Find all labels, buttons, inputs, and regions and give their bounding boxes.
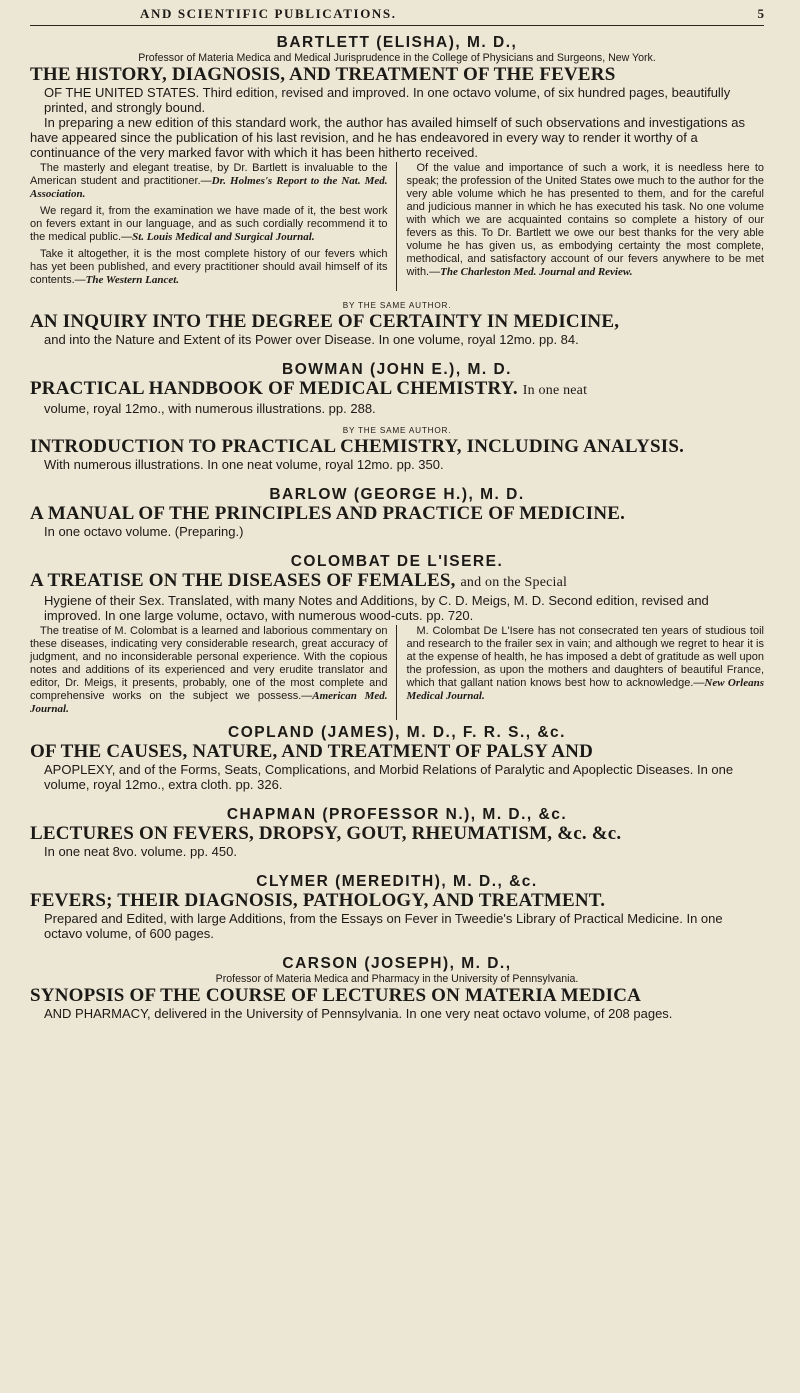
entry-carson — [30, 955, 764, 1021]
book-description: Prepared and Edited, with large Additions, from the Essays on Fever in Tweedie's Library of Practical Medicine. In one octavo volume, of 600 pages. — [44, 911, 723, 941]
book-title: FEVERS; THEIR DIAGNOSIS, PATHOLOGY, AND TREATMENT. — [30, 890, 606, 911]
book-title: INTRODUCTION TO PRACTICAL CHEMISTRY, INCLUDING ANALYSIS. — [30, 436, 685, 457]
running-head-title: AND SCIENTIFIC PUBLICATIONS. — [140, 6, 397, 21]
book-title: A TREATISE ON THE DISEASES OF FEMALES, and on the Special — [30, 570, 568, 591]
book-description: AND PHARMACY, delivered in the University of Pennsylvania. In one very neat octavo volume, of 208 pages. — [44, 1006, 673, 1021]
entry-barlow — [30, 486, 764, 539]
review-quote: We regard it, from the examination we have made of it, the best work on fevers extant in our language, and as such cordially recommend it to the medical public.—St. Louis Medical and Surgical Journal. — [30, 205, 388, 243]
book-title: LECTURES ON FEVERS, DROPSY, GOUT, RHEUMATISM, &c. &c. — [30, 823, 622, 844]
book-description: and into the Nature and Extent of its Power over Disease. In one volume, royal 12mo. pp. 84. — [44, 332, 579, 347]
book-description: With numerous illustrations. In one neat volume, royal 12mo. pp. 350. — [44, 457, 444, 472]
entry-copland — [30, 724, 764, 792]
book-title: SYNOPSIS OF THE COURSE OF LECTURES ON MATERIA MEDICA — [30, 985, 642, 1006]
book-description: In one octavo volume. (Preparing.) — [44, 524, 244, 539]
author-heading: BARTLETT (ELISHA), M. D., — [276, 34, 518, 51]
author-heading: CARSON (JOSEPH), M. D., — [282, 955, 512, 972]
book-description: APOPLEXY, and of the Forms, Seats, Complications, and Morbid Relations of Paralytic and Apoplectic Diseases. In one volume, royal 12mo., extra cloth. pp. 326. — [44, 762, 734, 792]
reviews-left-column — [30, 162, 397, 291]
reviews — [30, 625, 764, 720]
entry-intro: In preparing a new edition of this standard work, the author has availed himself of such observations and investigations as have appeared since the publication of his last revision, and he has endeavored in every way to render it worthy of a continuance of the very marked favor with which it has been hitherto received. — [30, 115, 745, 160]
author-heading: COLOMBAT DE L'ISERE. — [290, 553, 504, 570]
book-description: In one neat 8vo. volume. pp. 450. — [44, 844, 237, 859]
author-credentials: Professor of Materia Medica and Pharmacy in the University of Pennsylvania. — [215, 973, 579, 985]
reviews-right-column — [397, 162, 765, 291]
reviews-left-column — [30, 625, 397, 720]
author-credentials: Professor of Materia Medica and Medical Jurisprudence in the College of Physicians and Surgeons, New York. — [138, 52, 656, 64]
entry-bartlett — [30, 34, 764, 291]
reviews — [30, 162, 764, 291]
review-quote: M. Colombat De L'Isere has not consecrated ten years of studious toil and research to the frailer sex in vain; and although we regret to hear it is at the expense of health, he has imposed a debt of gratitude as well upon the profession, as upon the mothers and daughters of beautiful France, which that gallant nation knows best how to acknowledge.—New Orleans Medical Journal. — [406, 625, 764, 702]
review-quote: Take it altogether, it is the most complete history of our fevers which has yet been published, and every practitioner should avail himself of its contents.—The Western Lancet. — [30, 248, 388, 286]
book-description: volume, royal 12mo., with numerous illustrations. pp. 288. — [44, 401, 376, 416]
entry-bowman-2 — [30, 426, 764, 472]
author-heading: CLYMER (MEREDITH), M. D., &c. — [256, 873, 538, 890]
author-heading: BARLOW (GEORGE H.), M. D. — [269, 486, 525, 503]
reviews-right-column — [397, 625, 765, 720]
book-title: THE HISTORY, DIAGNOSIS, AND TREATMENT OF THE FEVERS — [30, 64, 616, 85]
by-same-author: BY THE SAME AUTHOR. — [342, 426, 452, 435]
running-head — [30, 6, 764, 26]
book-title: PRACTICAL HANDBOOK OF MEDICAL CHEMISTRY. In one neat — [30, 378, 588, 399]
by-same-author: BY THE SAME AUTHOR. — [342, 301, 452, 310]
entry-clymer — [30, 873, 764, 941]
review-quote: Of the value and importance of such a work, it is needless here to speak; the profession of the United States owe much to the author for the very able volume which he has presented to them, and for the careful and judicious manner in which he has executed his task. No one volume with which we are acquainted contains so complete a history of our fevers as this. To Dr. Bartlett we owe our best thanks for the very able volume he has given us, as embodying certainty the most complete, methodical, and satisfactory account of our fevers anywhere to be met with.—The Charleston Med. Journal and Review. — [406, 162, 764, 278]
entry-chapman — [30, 806, 764, 859]
author-heading: COPLAND (JAMES), M. D., F. R. S., &c. — [228, 724, 566, 741]
author-heading: CHAPMAN (PROFESSOR N.), M. D., &c. — [226, 806, 568, 823]
entry-bowman — [30, 361, 764, 416]
page-number: 5 — [757, 6, 764, 21]
book-title: A MANUAL OF THE PRINCIPLES AND PRACTICE OF MEDICINE. — [30, 503, 626, 524]
review-quote: The masterly and elegant treatise, by Dr. Bartlett is invaluable to the American student and practitioner.—Dr. Holmes's Report to the Nat. Med. Association. — [30, 162, 388, 200]
book-description: OF THE UNITED STATES. Third edition, revised and improved. In one octavo volume, of six hundred pages, beautifully printed, and strongly bound. — [44, 85, 731, 115]
entry-colombat — [30, 553, 764, 720]
author-heading: BOWMAN (JOHN E.), M. D. — [282, 361, 512, 378]
book-title: AN INQUIRY INTO THE DEGREE OF CERTAINTY IN MEDICINE, — [30, 311, 620, 332]
book-title: OF THE CAUSES, NATURE, AND TREATMENT OF PALSY AND — [30, 741, 593, 762]
review-quote: The treatise of M. Colombat is a learned and laborious commentary on these diseases, indicating very considerable research, great accuracy of judgment, and no inconsiderable personal experience. With the copious notes and additions of its experienced and very erudite translator and editor, Dr. Meigs, it presents, probably, one of the most complete and comprehensive works on the subject we possess.—American Med. Journal. — [30, 625, 388, 715]
entry-bartlett-2 — [30, 301, 764, 347]
book-description: Hygiene of their Sex. Translated, with many Notes and Additions, by C. D. Meigs, M. D. Second edition, revised and improved. In one large volume, octavo, with numerous wood-cuts. pp. 720. — [44, 593, 709, 623]
